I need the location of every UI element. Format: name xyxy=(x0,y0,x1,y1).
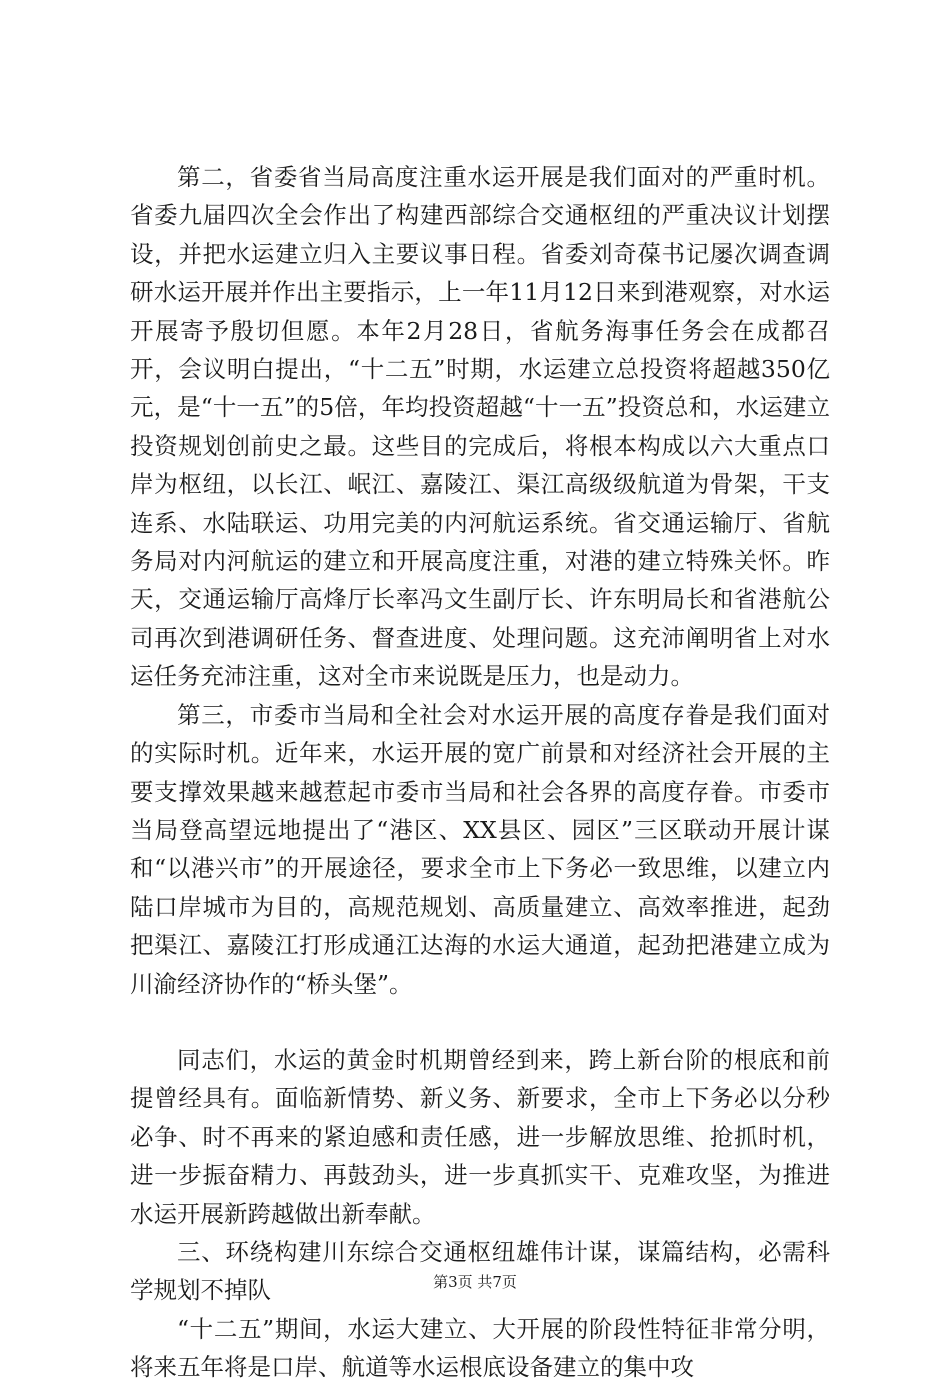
page-footer: 第3页 共7页 xyxy=(433,1273,517,1291)
paragraph-spacer xyxy=(130,1003,830,1041)
paragraph-twelfth-five-year: “十二五”期间，水运大建立、大开展的阶段性特征非常分明，将来五年将是口岸、航道等水运根底设备建立的集中攻 xyxy=(130,1314,830,1382)
section-heading: 三、环绕构建川东综合交通枢纽雄伟计谋，谋篇结构，必需科学规划不掉队 xyxy=(130,1237,830,1305)
paragraph-comrades: 同志们，水运的黄金时机期曾经到来，跨上新台阶的根底和前提曾经具有。面临新情势、新义务、新要求，全市上下务必以分秒必争、时不再来的紧迫感和责任感，进一步解放思维、抢抓时机，进一步振奋精力、再鼓劲头，进一步真抓实干、克难攻坚，为推进水运开展新跨越做出新奉献。 xyxy=(130,1045,830,1228)
paragraph-third-opportunity: 第三，市委市当局和全社会对水运开展的高度存眷是我们面对的实际时机。近年来，水运开展的宽广前景和对经济社会开展的主要支撑效果越来越惹起市委市当局和社会各界的高度存眷。市委市当局登高望远地提出了“港区、XX县区、园区”三区联动开展计谋和“以港兴市”的开展途径，要求全市上下务必一致思维，以建立内陆口岸城市为目的，高规范规划、高质量建立、高效率推进，起劲把渠江、嘉陵江打形成通江达海的水运大通道，起劲把港建立成为川渝经济协作的“桥头堡”。 xyxy=(130,700,830,998)
document-body xyxy=(130,158,830,1387)
paragraph-second-opportunity: 第二，省委省当局高度注重水运开展是我们面对的严重时机。省委九届四次全会作出了构建西部综合交通枢纽的严重决议计划摆设，并把水运建立归入主要议事日程。省委刘奇葆书记屡次调查调研水运开展并作出主要指示，上一年11月12日来到港观察，对水运开展寄予殷切但愿。本年2月28日，省航务海事任务会在成都召开，会议明白提出，“十二五”时期，水运建立总投资将超越350亿元，是“十一五”的5倍，年均投资超越“十一五”投资总和，水运建立投资规划创前史之最。这些目的完成后，将根本构成以六大重点口岸为枢纽，以长江、岷江、嘉陵江、渠江高级级航道为骨架，干支连系、水陆联运、功用完美的内河航运系统。省交通运输厅、省航务局对内河航运的建立和开展高度注重，对港的建立特殊关怀。昨天，交通运输厅高烽厅长率冯文生副厅长、许东明局长和省港航公司再次到港调研任务、督查进度、处理问题。这充沛阐明省上对水运任务充沛注重，这对全市来说既是压力，也是动力。 xyxy=(130,163,830,691)
